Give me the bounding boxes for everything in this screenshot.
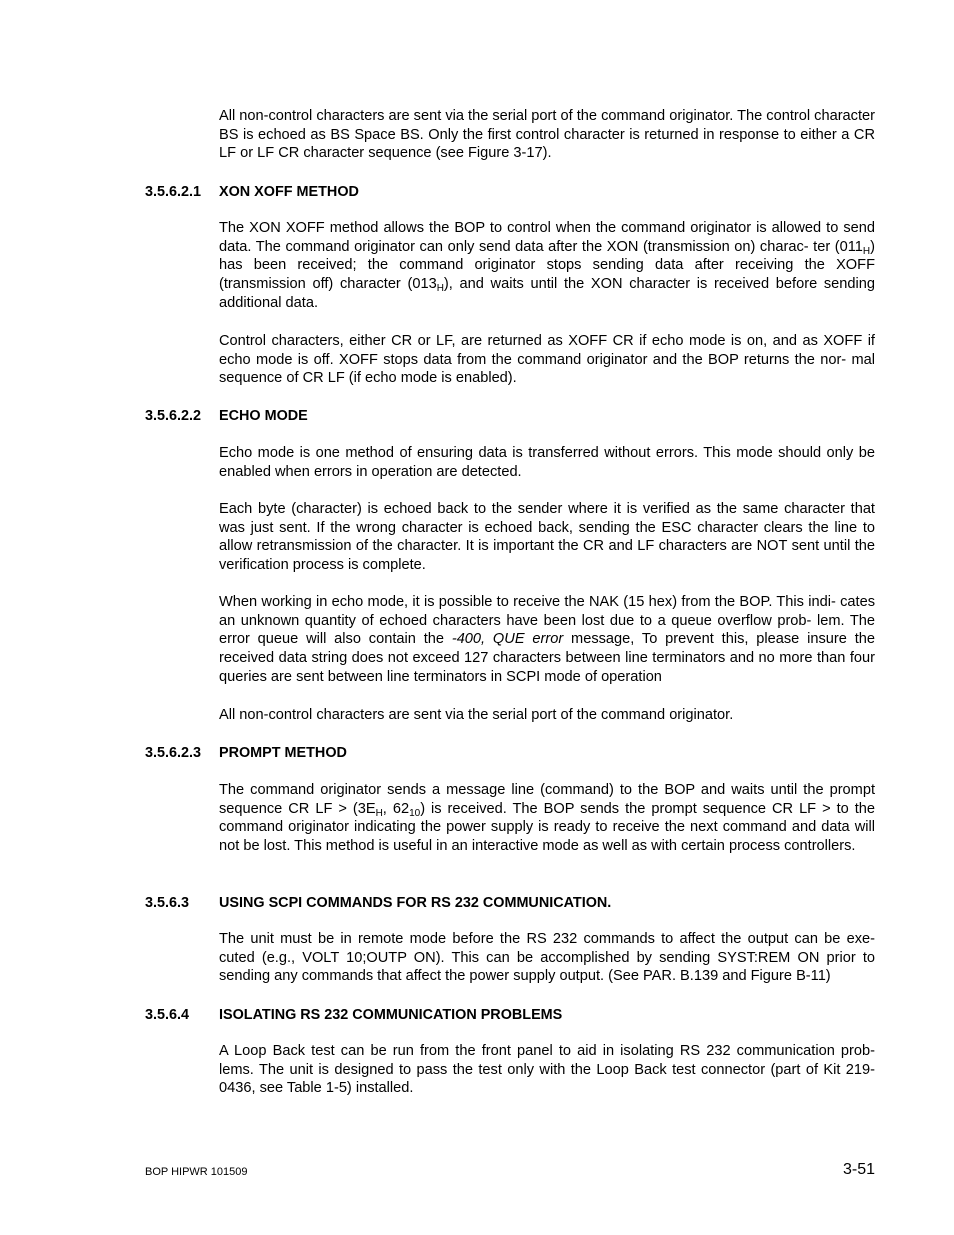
text-segment: All non-control characters are sent via the serial port of the command originator. (219, 707, 734, 723)
paragraph-intro-text: All non-control characters are sent via the serial port of the command originator. The control character BS is echoed as BS Space BS. Only the first control character is returned in response to either a CR LF or LF CR character sequence (see Figure 3-17). (219, 108, 875, 162)
paragraph-echo-4 (219, 706, 875, 725)
text-segment: The XON XOFF method allows the BOP to control when the command originator is allowed to send data. The command originator can only send data after the XON (transmission on) charac- ter (011 (219, 220, 875, 255)
text-segment: ) has been received; the command originator stops sending data after receiving the XOFF (transmission off) character (013 (219, 238, 875, 293)
section-number: 3.5.6.2.3 (145, 745, 202, 761)
text-segment: , 62 (382, 800, 410, 817)
text-segment: Each byte (character) is echoed back to the sender where it is verified as the same character that was just sent. If the wrong character is echoed back, sending the ESC character clears the line to allow retransmission of the character. It is important the CR and LF characters are NOT sent until the verification process is complete. (219, 501, 875, 574)
section-number: 3.5.6.2.1 (145, 184, 202, 200)
paragraph-isolating (219, 1042, 875, 1098)
section-number: 3.5.6.3 (145, 895, 190, 911)
section-heading-scpi-commands (145, 894, 611, 912)
footer-document-id: BOP HIPWR 101509 (145, 1166, 248, 1178)
text-segment: message, To prevent this, please insure the received data string does not exceed 127 characters between line terminators and no more than four queries are sent between line terminators in SCPI mode of operation (219, 631, 875, 685)
section-title: ECHO MODE (219, 408, 308, 424)
emphasis-text: -400, QUE error (451, 631, 564, 648)
section-heading-echo-mode (145, 407, 308, 425)
paragraph-echo-2 (219, 500, 875, 575)
section-heading-prompt-method (145, 744, 347, 762)
paragraph-xon-1 (219, 219, 875, 313)
text-segment: Echo mode is one method of ensuring data is transferred without errors. This mode should only be enabled when errors in operation are detected. (219, 445, 875, 480)
section-title: ISOLATING RS 232 COMMUNICATION PROBLEMS (219, 1007, 563, 1023)
section-title: USING SCPI COMMANDS FOR RS 232 COMMUNICATION. (219, 895, 612, 911)
section-heading-xon-xoff (145, 183, 359, 201)
subscript: H (862, 245, 871, 257)
paragraph-prompt (219, 781, 875, 856)
section-number: 3.5.6.2.2 (145, 408, 202, 424)
text-segment: Control characters, either CR or LF, are returned as XOFF CR if echo mode is on, and as XOFF if echo mode is off. XOFF stops data from the command originator and the BOP returns the nor- mal sequence of CR LF (if echo mode is enabled). (219, 333, 875, 387)
text-segment: When working in echo mode, it is possible to receive the NAK (15 hex) from the BOP. This indi- cates an unknown quantity of echoed characters have been lost due to a queue overflow prob- lem. The error queue will also contain the (219, 594, 875, 648)
text-segment: The command originator sends a message line (command) to the BOP and waits until the prompt sequence CR LF > (3E (219, 782, 875, 817)
text-segment: ) is received. The BOP sends the prompt sequence CR LF > to the command originator indicating the power supply is ready to receive the next command and data will not be lost. This method is useful in an interactive mode as well as with certain process controllers. (219, 800, 876, 855)
section-title: XON XOFF METHOD (219, 184, 359, 200)
page-number: 3-51 (842, 1161, 875, 1178)
paragraph-intro (219, 107, 875, 163)
subscript: 10 (409, 807, 421, 819)
section-heading-isolating-problems (145, 1006, 562, 1024)
text-segment: The unit must be in remote mode before the RS 232 commands to affect the output can be exe- cuted (e.g., VOLT 10;OUTP ON). This can be accomplished by sending SYST:REM ON prior to sending any commands that affect the power supply output. (See PAR. B.139 and Figure B-11) (219, 931, 875, 985)
text-segment: A Loop Back test can be run from the front panel to aid in isolating RS 232 communication prob- lems. The unit is designed to pass the test only with the Loop Back test connector (part of Kit 219-0436, see Table 1-5) installed. (219, 1043, 875, 1097)
subscript: H (375, 807, 383, 819)
subscript: H (436, 283, 444, 295)
paragraph-scpi (219, 930, 875, 986)
text-segment: ), and waits until the XON character is received before sending additional data. (219, 276, 875, 311)
section-number: 3.5.6.4 (145, 1007, 190, 1023)
section-title: PROMPT METHOD (219, 745, 347, 761)
paragraph-echo-3 (219, 593, 875, 687)
paragraph-echo-1 (219, 444, 875, 481)
paragraph-xon-2 (219, 332, 875, 388)
